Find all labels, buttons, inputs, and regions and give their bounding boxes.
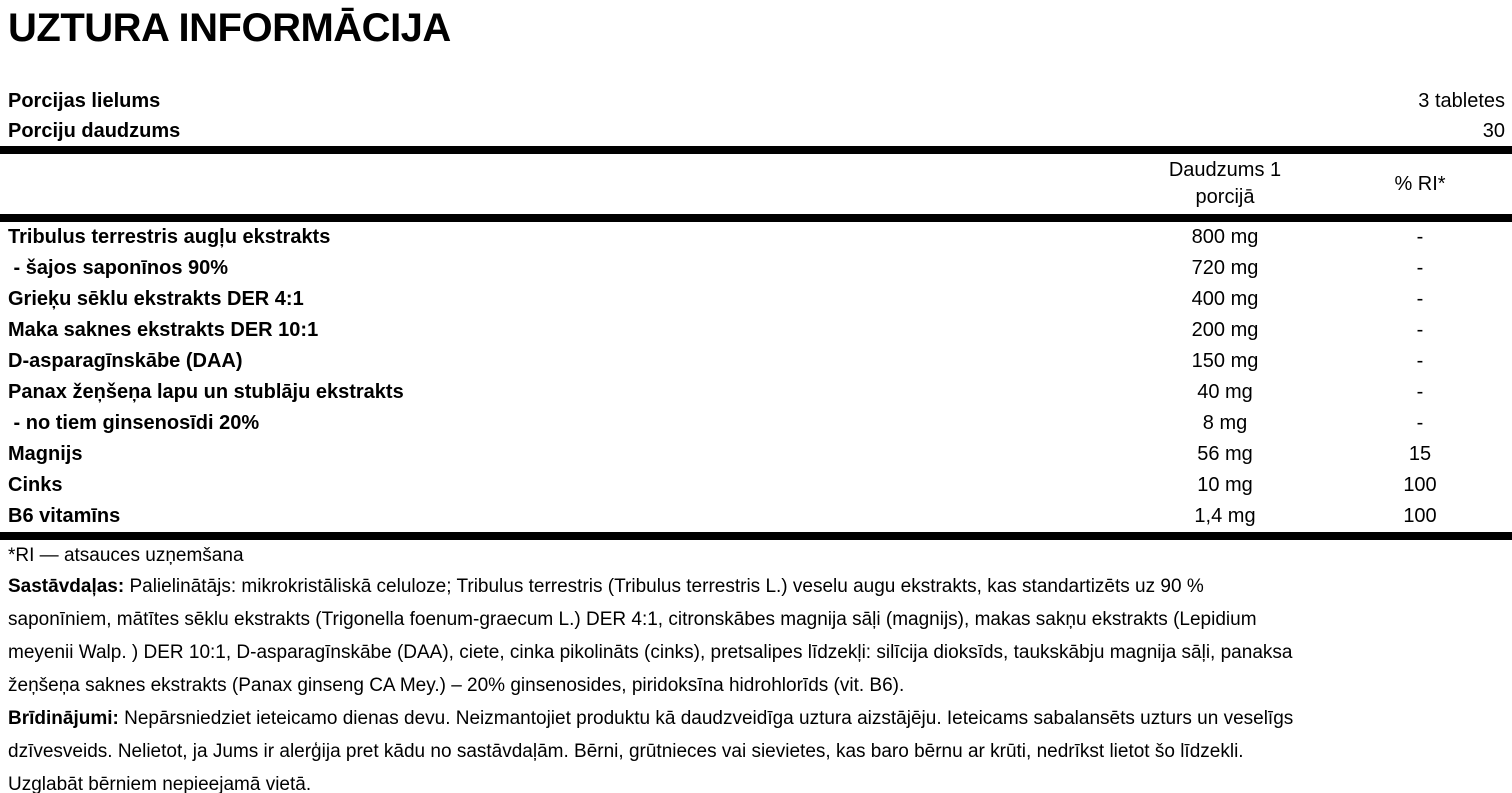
warnings-line-2: dzīvesveids. Nelietot, ja Jums ir alerģija pret kādu no sastāvdaļām. Bērni, grūtnieces vai sievietes, kas baro bērnu ar krūti, nedrīkst lietot šo līdzekli. (8, 741, 1244, 762)
serving-count-value: 30 (1482, 120, 1505, 142)
row-ri-value: - (1416, 319, 1424, 341)
row-amount-value: 720 mg (1191, 257, 1259, 279)
row-ri-value: - (1416, 226, 1424, 248)
row-ingredient-name: - šajos saponīnos 90% (8, 257, 229, 279)
row-ingredient-name: Maka saknes ekstrakts DER 10:1 (8, 319, 319, 341)
amount-header-line2: porcijā (1195, 186, 1255, 208)
row-amount-value: 40 mg (1197, 381, 1253, 403)
divider-thick-bottom (0, 532, 1512, 540)
warnings-line-3: Uzglabāt bērniem nepieejamā vietā. (8, 774, 312, 793)
divider-thick-header (0, 214, 1512, 222)
row-ri-value: 100 (1403, 505, 1437, 527)
table-row (8, 315, 1505, 346)
ri-footnote: *RI — atsauces uzņemšana (8, 545, 244, 566)
warnings-paragraph (8, 702, 1505, 793)
table-row (8, 222, 1505, 253)
warnings-line-1 (8, 702, 1505, 735)
table-row (8, 439, 1505, 470)
table-row (8, 253, 1505, 284)
ingredients-paragraph (8, 570, 1505, 702)
table-row (8, 501, 1505, 532)
row-ingredient-name: Cinks (8, 474, 63, 496)
amount-header-line1: Daudzums 1 (1168, 159, 1282, 181)
warnings-line-1-text: Nepārsniedziet ieteicamo dienas devu. Neizmantojiet produktu kā daudzveidīga uztura aizstājēju. Ieteicams sabalansēts uzturs un veselīgs (118, 708, 1294, 729)
ingredients-line-3: meyenii Walp. ) DER 10:1, D-asparagīnskābe (DAA), ciete, cinka pikolināts (cinks), pretsalipes līdzekļi: silīcija dioksīds, taukskābju magnija sāļi, panaksa (8, 642, 1293, 663)
page-title: UZTURA INFORMĀCIJA (8, 6, 451, 50)
row-ingredient-name: Tribulus terrestris augļu ekstrakts (8, 226, 331, 248)
table-body (8, 222, 1505, 532)
row-amount-value: 400 mg (1191, 288, 1259, 310)
table-header (8, 154, 1505, 214)
row-ingredient-name: - no tiem ginsenosīdi 20% (8, 412, 260, 434)
serving-size-row (8, 86, 1505, 116)
ingredients-line-4: žeņšeņa saknes ekstrakts (Panax ginseng CA Mey.) – 20% ginsenosides, piridoksīna hidrohlorīds (vit. B6). (8, 675, 905, 696)
row-amount-value: 200 mg (1191, 319, 1259, 341)
amount-column-header (1115, 157, 1335, 211)
ingredients-label: Sastāvdaļas: (8, 576, 125, 597)
row-ri-value: - (1416, 288, 1424, 310)
row-amount-value: 1,4 mg (1194, 505, 1256, 527)
table-row (8, 346, 1505, 377)
table-row (8, 470, 1505, 501)
serving-size-label: Porcijas lielums (8, 90, 161, 112)
divider-thick-top (0, 146, 1512, 154)
row-ingredient-name: D-asparagīnskābe (DAA) (8, 350, 243, 372)
ingredients-line-2: saponīniem, mātītes sēklu ekstrakts (Trigonella foenum-graecum L.) DER 4:1, citronskābes magnija sāļi (magnijs), makas sakņu ekstrakts (Lepidium (8, 609, 1257, 630)
row-ri-value: - (1416, 381, 1424, 403)
table-row (8, 377, 1505, 408)
table-row (8, 284, 1505, 315)
row-amount-value: 8 mg (1202, 412, 1248, 434)
row-amount-value: 10 mg (1197, 474, 1253, 496)
serving-info (8, 86, 1505, 146)
serving-size-value: 3 tabletes (1418, 90, 1505, 112)
row-ri-value: 100 (1403, 474, 1437, 496)
row-ingredient-name: Grieķu sēklu ekstrakts DER 4:1 (8, 288, 304, 310)
table-row (8, 408, 1505, 439)
row-ingredient-name: Panax žeņšeņa lapu un stublāju ekstrakts (8, 381, 404, 403)
ri-column-header: % RI* (1394, 172, 1446, 195)
warnings-label: Brīdinājumi: (8, 708, 119, 729)
row-ingredient-name: Magnijs (8, 443, 83, 465)
row-ingredient-name: B6 vitamīns (8, 505, 121, 527)
ingredients-line-1-text: Palielinātājs: mikrokristāliskā celuloze; Tribulus terrestris (Tribulus terrestris L.) veselu augu ekstrakts, kas standartizēts uz 90 % (124, 576, 1204, 597)
row-amount-value: 150 mg (1191, 350, 1259, 372)
serving-count-row (8, 116, 1505, 146)
row-amount-value: 800 mg (1191, 226, 1259, 248)
row-amount-value: 56 mg (1197, 443, 1253, 465)
row-ri-value: - (1416, 412, 1424, 434)
serving-count-label: Porciju daudzums (8, 120, 181, 142)
row-ri-value: 15 (1408, 443, 1432, 465)
row-ri-value: - (1416, 350, 1424, 372)
row-ri-value: - (1416, 257, 1424, 279)
ingredients-line-1 (8, 570, 1505, 603)
